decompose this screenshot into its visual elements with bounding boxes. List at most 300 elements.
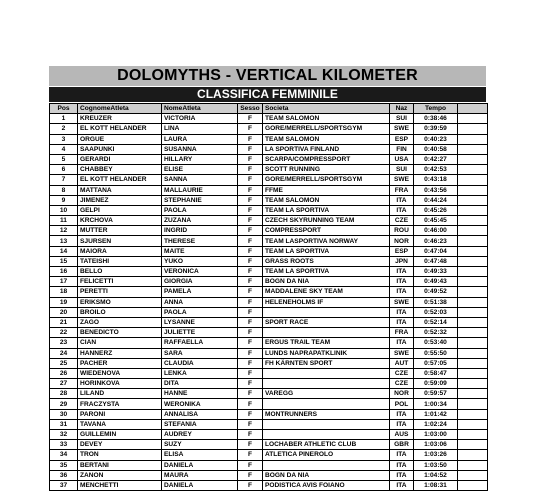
cell-nome: CLAUDIA xyxy=(162,358,238,368)
cell-nome: MALLAURIE xyxy=(162,185,238,195)
cell-nome: RAFFAELLA xyxy=(162,338,238,348)
cell-tempo: 1:08:31 xyxy=(414,480,458,490)
cell-pos: 29 xyxy=(50,399,78,409)
table-row xyxy=(50,154,488,164)
cell-empty xyxy=(458,389,488,399)
table-row xyxy=(50,216,488,226)
cell-empty xyxy=(458,430,488,440)
cell-sesso: F xyxy=(238,165,263,175)
cell-sesso: F xyxy=(238,348,263,358)
table-row xyxy=(50,205,488,215)
cell-pos: 26 xyxy=(50,368,78,378)
cell-pos: 12 xyxy=(50,226,78,236)
cell-naz: ITA xyxy=(390,317,414,327)
cell-sesso: F xyxy=(238,450,263,460)
cell-sesso: F xyxy=(238,267,263,277)
cell-nome: DITA xyxy=(162,379,238,389)
cell-sesso: F xyxy=(238,134,263,144)
cell-nome: ELISE xyxy=(162,165,238,175)
cell-tempo: 0:42:27 xyxy=(414,154,458,164)
cell-cognome: GUILLEMIN xyxy=(78,430,162,440)
cell-societa: BOGN DA NIA xyxy=(263,277,390,287)
cell-sesso: F xyxy=(238,175,263,185)
cell-nome: STEPHANIE xyxy=(162,195,238,205)
table-row xyxy=(50,480,488,490)
cell-pos: 25 xyxy=(50,358,78,368)
cell-sesso: F xyxy=(238,246,263,256)
category-subtitle: CLASSIFICA FEMMINILE xyxy=(49,87,486,102)
cell-naz: ITA xyxy=(390,470,414,480)
cell-empty xyxy=(458,440,488,450)
cell-nome: SUZY xyxy=(162,440,238,450)
cell-empty xyxy=(458,480,488,490)
cell-nome: ZUZANA xyxy=(162,216,238,226)
cell-sesso: F xyxy=(238,440,263,450)
cell-tempo: 0:55:50 xyxy=(414,348,458,358)
cell-naz: ESP xyxy=(390,134,414,144)
cell-empty xyxy=(458,399,488,409)
header-row xyxy=(50,104,488,114)
table-row xyxy=(50,328,488,338)
cell-sesso: F xyxy=(238,399,263,409)
cell-nome: ANNA xyxy=(162,297,238,307)
cell-cognome: HORINKOVA xyxy=(78,379,162,389)
cell-pos: 7 xyxy=(50,175,78,185)
cell-nome: ANNALISA xyxy=(162,409,238,419)
cell-tempo: 0:51:38 xyxy=(414,297,458,307)
cell-pos: 37 xyxy=(50,480,78,490)
cell-nome: LAURA xyxy=(162,134,238,144)
table-row xyxy=(50,307,488,317)
cell-tempo: 0:49:43 xyxy=(414,277,458,287)
table-row xyxy=(50,368,488,378)
cell-societa xyxy=(263,399,390,409)
cell-cognome: HANNERZ xyxy=(78,348,162,358)
cell-naz: ESP xyxy=(390,246,414,256)
cell-empty xyxy=(458,287,488,297)
cell-pos: 36 xyxy=(50,470,78,480)
cell-cognome: PARONI xyxy=(78,409,162,419)
cell-nome: LINA xyxy=(162,124,238,134)
cell-naz: USA xyxy=(390,154,414,164)
cell-empty xyxy=(458,267,488,277)
cell-pos: 30 xyxy=(50,409,78,419)
cell-societa: TEAM SALOMON xyxy=(263,114,390,124)
cell-cognome: FRACZYSTA xyxy=(78,399,162,409)
cell-naz: ITA xyxy=(390,267,414,277)
cell-nome: ELISA xyxy=(162,450,238,460)
col-header-naz: Naz xyxy=(390,104,414,114)
cell-tempo: 0:52:14 xyxy=(414,317,458,327)
cell-cognome: CIAN xyxy=(78,338,162,348)
cell-empty xyxy=(458,114,488,124)
cell-naz: ROU xyxy=(390,226,414,236)
cell-empty xyxy=(458,307,488,317)
cell-sesso: F xyxy=(238,144,263,154)
cell-societa: ERGUS TRAIL TEAM xyxy=(263,338,390,348)
cell-cognome: GERARDI xyxy=(78,154,162,164)
cell-tempo: 0:46:23 xyxy=(414,236,458,246)
cell-naz: SWE xyxy=(390,124,414,134)
cell-pos: 10 xyxy=(50,205,78,215)
cell-pos: 8 xyxy=(50,185,78,195)
cell-societa: FH KÄRNTEN SPORT xyxy=(263,358,390,368)
cell-pos: 11 xyxy=(50,216,78,226)
cell-naz: JPN xyxy=(390,256,414,266)
cell-empty xyxy=(458,226,488,236)
cell-pos: 16 xyxy=(50,267,78,277)
cell-naz: ITA xyxy=(390,338,414,348)
cell-tempo: 1:03:50 xyxy=(414,460,458,470)
cell-societa: SCARPA/COMPRESSPORT xyxy=(263,154,390,164)
cell-societa: SPORT RACE xyxy=(263,317,390,327)
table-row xyxy=(50,246,488,256)
cell-naz: ITA xyxy=(390,450,414,460)
cell-empty xyxy=(458,134,488,144)
table-row xyxy=(50,338,488,348)
cell-naz: CZE xyxy=(390,368,414,378)
cell-nome: HILLARY xyxy=(162,154,238,164)
col-header-tempo: Tempo xyxy=(414,104,458,114)
results-table-body xyxy=(50,114,488,491)
cell-tempo: 1:00:34 xyxy=(414,399,458,409)
cell-pos: 18 xyxy=(50,287,78,297)
cell-societa: SCOTT RUNNING xyxy=(263,165,390,175)
cell-pos: 27 xyxy=(50,379,78,389)
cell-tempo: 0:39:59 xyxy=(414,124,458,134)
cell-pos: 6 xyxy=(50,165,78,175)
cell-sesso: F xyxy=(238,256,263,266)
table-row xyxy=(50,124,488,134)
cell-empty xyxy=(458,195,488,205)
cell-sesso: F xyxy=(238,338,263,348)
cell-societa: PODISTICA AVIS FOIANO xyxy=(263,480,390,490)
cell-societa: LUNDS NAPRAPATKLINIK xyxy=(263,348,390,358)
cell-sesso: F xyxy=(238,368,263,378)
cell-cognome: TATEISHI xyxy=(78,256,162,266)
cell-societa: GORE/MERRELL/SPORTSGYM xyxy=(263,175,390,185)
cell-nome: SUSANNA xyxy=(162,144,238,154)
cell-sesso: F xyxy=(238,195,263,205)
cell-nome: SANNA xyxy=(162,175,238,185)
cell-naz: SUI xyxy=(390,165,414,175)
cell-pos: 3 xyxy=(50,134,78,144)
cell-empty xyxy=(458,379,488,389)
cell-cognome: BROILO xyxy=(78,307,162,317)
cell-cognome: GELPI xyxy=(78,205,162,215)
cell-cognome: TRON xyxy=(78,450,162,460)
cell-empty xyxy=(458,256,488,266)
cell-empty xyxy=(458,338,488,348)
cell-empty xyxy=(458,144,488,154)
cell-nome: GIORGIA xyxy=(162,277,238,287)
cell-societa: MONTRUNNERS xyxy=(263,409,390,419)
cell-naz: SWE xyxy=(390,175,414,185)
table-row xyxy=(50,440,488,450)
cell-naz: ITA xyxy=(390,277,414,287)
cell-sesso: F xyxy=(238,470,263,480)
col-header-pos: Pos xyxy=(50,104,78,114)
cell-societa: LA SPORTIVA FINLAND xyxy=(263,144,390,154)
cell-sesso: F xyxy=(238,216,263,226)
cell-pos: 33 xyxy=(50,440,78,450)
cell-pos: 4 xyxy=(50,144,78,154)
cell-cognome: TAVANA xyxy=(78,419,162,429)
cell-sesso: F xyxy=(238,114,263,124)
cell-societa: LOCHABER ATHLETIC CLUB xyxy=(263,440,390,450)
cell-nome: SARA xyxy=(162,348,238,358)
results-table-header xyxy=(50,104,488,114)
table-row xyxy=(50,175,488,185)
cell-pos: 28 xyxy=(50,389,78,399)
cell-tempo: 0:44:24 xyxy=(414,195,458,205)
cell-societa: GRASS ROOTS xyxy=(263,256,390,266)
cell-sesso: F xyxy=(238,307,263,317)
cell-tempo: 0:53:40 xyxy=(414,338,458,348)
table-row xyxy=(50,236,488,246)
cell-empty xyxy=(458,470,488,480)
table-row xyxy=(50,267,488,277)
cell-nome: JULIETTE xyxy=(162,328,238,338)
cell-empty xyxy=(458,205,488,215)
table-row xyxy=(50,358,488,368)
cell-naz: NOR xyxy=(390,236,414,246)
cell-empty xyxy=(458,165,488,175)
cell-tempo: 0:47:48 xyxy=(414,256,458,266)
cell-societa: TEAM LA SPORTIVA xyxy=(263,246,390,256)
cell-societa: CZECH SKYRUNNING TEAM xyxy=(263,216,390,226)
table-row xyxy=(50,185,488,195)
cell-empty xyxy=(458,450,488,460)
cell-empty xyxy=(458,419,488,429)
cell-cognome: MATTANA xyxy=(78,185,162,195)
cell-cognome: MAIORA xyxy=(78,246,162,256)
cell-nome: MAURA xyxy=(162,470,238,480)
cell-societa xyxy=(263,328,390,338)
cell-empty xyxy=(458,216,488,226)
cell-nome: PAMELA xyxy=(162,287,238,297)
cell-empty xyxy=(458,246,488,256)
table-row xyxy=(50,134,488,144)
cell-nome: LENKA xyxy=(162,368,238,378)
cell-pos: 23 xyxy=(50,338,78,348)
cell-tempo: 0:45:45 xyxy=(414,216,458,226)
cell-nome: STEFANIA xyxy=(162,419,238,429)
cell-sesso: F xyxy=(238,236,263,246)
cell-tempo: 1:02:24 xyxy=(414,419,458,429)
cell-cognome: ZANON xyxy=(78,470,162,480)
cell-naz: ITA xyxy=(390,205,414,215)
cell-tempo: 0:40:58 xyxy=(414,144,458,154)
table-row xyxy=(50,144,488,154)
cell-nome: YUKO xyxy=(162,256,238,266)
table-row xyxy=(50,277,488,287)
cell-sesso: F xyxy=(238,317,263,327)
table-row xyxy=(50,317,488,327)
cell-nome: LYSANNE xyxy=(162,317,238,327)
table-row xyxy=(50,389,488,399)
cell-naz: SWE xyxy=(390,348,414,358)
cell-pos: 13 xyxy=(50,236,78,246)
table-row xyxy=(50,256,488,266)
cell-sesso: F xyxy=(238,185,263,195)
cell-tempo: 1:03:00 xyxy=(414,430,458,440)
cell-pos: 17 xyxy=(50,277,78,287)
cell-naz: ITA xyxy=(390,287,414,297)
cell-sesso: F xyxy=(238,430,263,440)
cell-societa: ATLETICA PINEROLO xyxy=(263,450,390,460)
cell-pos: 5 xyxy=(50,154,78,164)
cell-empty xyxy=(458,175,488,185)
cell-tempo: 0:46:00 xyxy=(414,226,458,236)
table-row xyxy=(50,114,488,124)
page-title: DOLOMYTHS - VERTICAL KILOMETER xyxy=(49,66,486,86)
table-row xyxy=(50,379,488,389)
cell-societa: TEAM SALOMON xyxy=(263,134,390,144)
cell-empty xyxy=(458,368,488,378)
cell-cognome: MUTTER xyxy=(78,226,162,236)
cell-nome: DANIELA xyxy=(162,460,238,470)
cell-naz: ITA xyxy=(390,460,414,470)
cell-sesso: F xyxy=(238,287,263,297)
cell-cognome: EL KOTT HELANDER xyxy=(78,175,162,185)
cell-cognome: DEVEY xyxy=(78,440,162,450)
cell-empty xyxy=(458,409,488,419)
cell-tempo: 0:43:56 xyxy=(414,185,458,195)
cell-societa: FFME xyxy=(263,185,390,195)
table-row xyxy=(50,165,488,175)
cell-sesso: F xyxy=(238,389,263,399)
cell-nome: DANIELA xyxy=(162,480,238,490)
cell-empty xyxy=(458,277,488,287)
cell-cognome: FELICETTI xyxy=(78,277,162,287)
cell-cognome: ORGUE xyxy=(78,134,162,144)
table-row xyxy=(50,287,488,297)
cell-naz: NOR xyxy=(390,389,414,399)
table-row xyxy=(50,450,488,460)
table-row xyxy=(50,195,488,205)
cell-societa: GORE/MERRELL/SPORTSGYM xyxy=(263,124,390,134)
table-row xyxy=(50,409,488,419)
cell-societa: COMPRESSPORT xyxy=(263,226,390,236)
table-row xyxy=(50,297,488,307)
cell-pos: 9 xyxy=(50,195,78,205)
cell-naz: CZE xyxy=(390,379,414,389)
cell-tempo: 0:47:04 xyxy=(414,246,458,256)
cell-nome: THERESE xyxy=(162,236,238,246)
cell-naz: FRA xyxy=(390,185,414,195)
cell-societa: TEAM SALOMON xyxy=(263,195,390,205)
cell-cognome: ZAGO xyxy=(78,317,162,327)
cell-sesso: F xyxy=(238,328,263,338)
cell-cognome: KRCHOVA xyxy=(78,216,162,226)
cell-societa: VAREGG xyxy=(263,389,390,399)
table-row xyxy=(50,419,488,429)
cell-naz: SUI xyxy=(390,114,414,124)
cell-tempo: 0:59:57 xyxy=(414,389,458,399)
cell-sesso: F xyxy=(238,480,263,490)
cell-tempo: 0:43:18 xyxy=(414,175,458,185)
cell-cognome: BENEDICTO xyxy=(78,328,162,338)
cell-empty xyxy=(458,236,488,246)
cell-pos: 34 xyxy=(50,450,78,460)
cell-pos: 31 xyxy=(50,419,78,429)
cell-tempo: 0:42:53 xyxy=(414,165,458,175)
cell-tempo: 0:57:05 xyxy=(414,358,458,368)
cell-sesso: F xyxy=(238,205,263,215)
cell-nome: PAOLA xyxy=(162,307,238,317)
col-header-cognome: CognomeAtleta xyxy=(78,104,162,114)
cell-societa: MADDALENE SKY TEAM xyxy=(263,287,390,297)
cell-pos: 35 xyxy=(50,460,78,470)
cell-sesso: F xyxy=(238,409,263,419)
cell-societa: TEAM LA SPORTIVA xyxy=(263,205,390,215)
cell-sesso: F xyxy=(238,124,263,134)
cell-naz: GBR xyxy=(390,440,414,450)
cell-cognome: BERTANI xyxy=(78,460,162,470)
cell-nome: MAITE xyxy=(162,246,238,256)
cell-sesso: F xyxy=(238,297,263,307)
cell-tempo: 0:59:09 xyxy=(414,379,458,389)
cell-pos: 21 xyxy=(50,317,78,327)
cell-empty xyxy=(458,358,488,368)
cell-tempo: 0:49:33 xyxy=(414,267,458,277)
cell-naz: ITA xyxy=(390,419,414,429)
cell-cognome: PERETTI xyxy=(78,287,162,297)
cell-nome: WERONIKA xyxy=(162,399,238,409)
cell-sesso: F xyxy=(238,154,263,164)
cell-nome: VERONICA xyxy=(162,267,238,277)
cell-sesso: F xyxy=(238,460,263,470)
table-row xyxy=(50,470,488,480)
cell-tempo: 0:52:32 xyxy=(414,328,458,338)
cell-empty xyxy=(458,317,488,327)
cell-nome: INGRID xyxy=(162,226,238,236)
cell-cognome: LILAND xyxy=(78,389,162,399)
cell-tempo: 0:49:52 xyxy=(414,287,458,297)
cell-societa: TEAM LA SPORTIVA xyxy=(263,267,390,277)
cell-empty xyxy=(458,154,488,164)
cell-sesso: F xyxy=(238,226,263,236)
cell-cognome: ERIKSMO xyxy=(78,297,162,307)
cell-nome: VICTORIA xyxy=(162,114,238,124)
results-table xyxy=(49,103,488,491)
cell-naz: AUT xyxy=(390,358,414,368)
cell-sesso: F xyxy=(238,277,263,287)
cell-societa xyxy=(263,307,390,317)
cell-naz: POL xyxy=(390,399,414,409)
cell-nome: HANNE xyxy=(162,389,238,399)
cell-sesso: F xyxy=(238,419,263,429)
cell-societa: TEAM LASPORTIVA NORWAY xyxy=(263,236,390,246)
cell-pos: 1 xyxy=(50,114,78,124)
cell-tempo: 0:58:47 xyxy=(414,368,458,378)
table-row xyxy=(50,226,488,236)
cell-societa xyxy=(263,379,390,389)
cell-societa xyxy=(263,368,390,378)
cell-tempo: 0:38:46 xyxy=(414,114,458,124)
cell-naz: ITA xyxy=(390,409,414,419)
cell-naz: ITA xyxy=(390,307,414,317)
cell-tempo: 0:45:26 xyxy=(414,205,458,215)
cell-cognome: WIEDENOVA xyxy=(78,368,162,378)
cell-empty xyxy=(458,185,488,195)
cell-pos: 2 xyxy=(50,124,78,134)
table-row xyxy=(50,348,488,358)
cell-societa: HELENEHOLMS IF xyxy=(263,297,390,307)
cell-societa xyxy=(263,430,390,440)
col-header-empty xyxy=(458,104,488,114)
